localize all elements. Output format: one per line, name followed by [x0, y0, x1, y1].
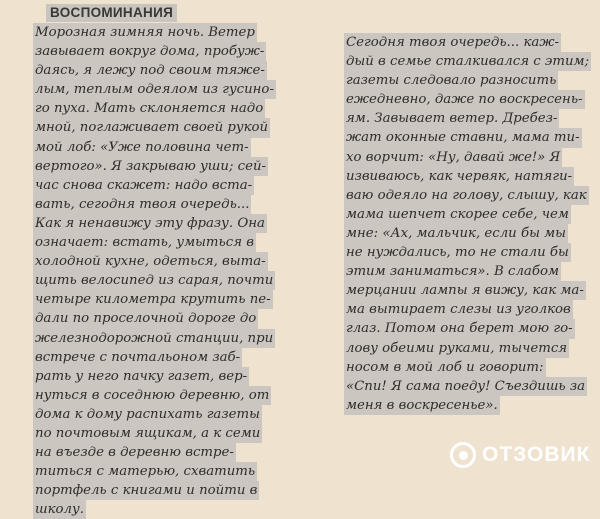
- text-line: извиваюсь, как червяк, натяги-: [344, 167, 574, 186]
- text-line: четыре километра крутить пе-: [33, 290, 273, 309]
- text-line: лову обеими руками, тычется: [344, 339, 569, 358]
- left-text-column: [33, 23, 276, 519]
- text-line: не нуждались, то не стали бы: [344, 243, 571, 262]
- text-line: школу.: [33, 500, 86, 519]
- text-line: час снова скажет: надо вста-: [33, 176, 254, 195]
- text-line: холодной кухне, одеться, выта-: [33, 252, 268, 271]
- text-line: вать, сегодня твоя очередь...: [33, 195, 251, 214]
- text-line: железнодорожной станции, при: [33, 329, 275, 348]
- text-line: на въезде в деревню встре-: [33, 443, 236, 462]
- otzovik-logo-icon: [450, 442, 476, 468]
- otzovik-watermark: [450, 442, 590, 468]
- text-line: Как я ненавижу эту фразу. Она: [33, 214, 267, 233]
- text-line: этим заниматься». В слабом: [344, 262, 561, 281]
- text-line: портфель с книгами и пойти в: [33, 481, 259, 500]
- text-line: вертого». Я закрываю уши; сей-: [33, 157, 268, 176]
- text-line: ваю одеяло на голову, слышу, как: [344, 186, 589, 205]
- text-line: мной, поглаживает своей рукой: [33, 118, 270, 137]
- text-line: носом в мой лоб и говорит:: [344, 358, 546, 377]
- right-text-column: [344, 33, 591, 415]
- text-line: лым, теплым одеялом из гусино-: [33, 80, 276, 99]
- text-line: меня в воскресенье».: [344, 396, 500, 415]
- watermark-text: ОТЗОВИК: [482, 443, 591, 466]
- text-line: мне: «Ах, мальчик, если бы мы: [344, 224, 568, 243]
- text-line: нуться в соседнюю деревню, от: [33, 386, 271, 405]
- text-line: мама шепчет скорее себе, чем: [344, 205, 571, 224]
- text-line: ям. Завывает ветер. Дребез-: [344, 109, 559, 128]
- text-line: глаз. Потом она берет мою го-: [344, 319, 575, 338]
- text-line: дый в семье сталкивался с этим;: [344, 52, 591, 71]
- text-line: даясь, я лежу под своим тяже-: [33, 61, 267, 80]
- text-line: рать у него пачку газет, вер-: [33, 367, 249, 386]
- text-line: по почтовым ящикам, а к семи: [33, 424, 262, 443]
- text-line: щить велосипед из сарая, почти: [33, 271, 275, 290]
- text-line: титься с матерью, схватить: [33, 462, 257, 481]
- text-line: ежедневно, даже по воскресень-: [344, 90, 585, 109]
- text-line: означает: встать, умыться в: [33, 233, 256, 252]
- text-line: мой лоб: «Уже половина чет-: [33, 138, 251, 157]
- text-line: хо ворчит: «Ну, давай же!» Я: [344, 148, 562, 167]
- article-title: ВОСПОМИНАНИЯ: [46, 4, 177, 22]
- text-line: газеты следовало разносить: [344, 71, 558, 90]
- text-line: ма вытирает слезы из уголков: [344, 300, 573, 319]
- text-line: встрече с почтальоном заб-: [33, 348, 242, 367]
- text-line: мерцании лампы я вижу, как ма-: [344, 281, 586, 300]
- text-line: жат оконные ставни, мама ти-: [344, 128, 582, 147]
- text-line: дали по проселочной дороге до: [33, 309, 258, 328]
- text-line: завывает вокруг дома, пробуж-: [33, 42, 266, 61]
- text-line: дома к дому распихать газеты: [33, 405, 262, 424]
- text-line: го пуха. Мать склоняется надо: [33, 99, 265, 118]
- text-line: Сегодня твоя очередь... каж-: [344, 33, 561, 52]
- text-line: «Спи! Я сама поеду! Съездишь за: [344, 377, 587, 396]
- text-line: Морозная зимняя ночь. Ветер: [33, 23, 257, 42]
